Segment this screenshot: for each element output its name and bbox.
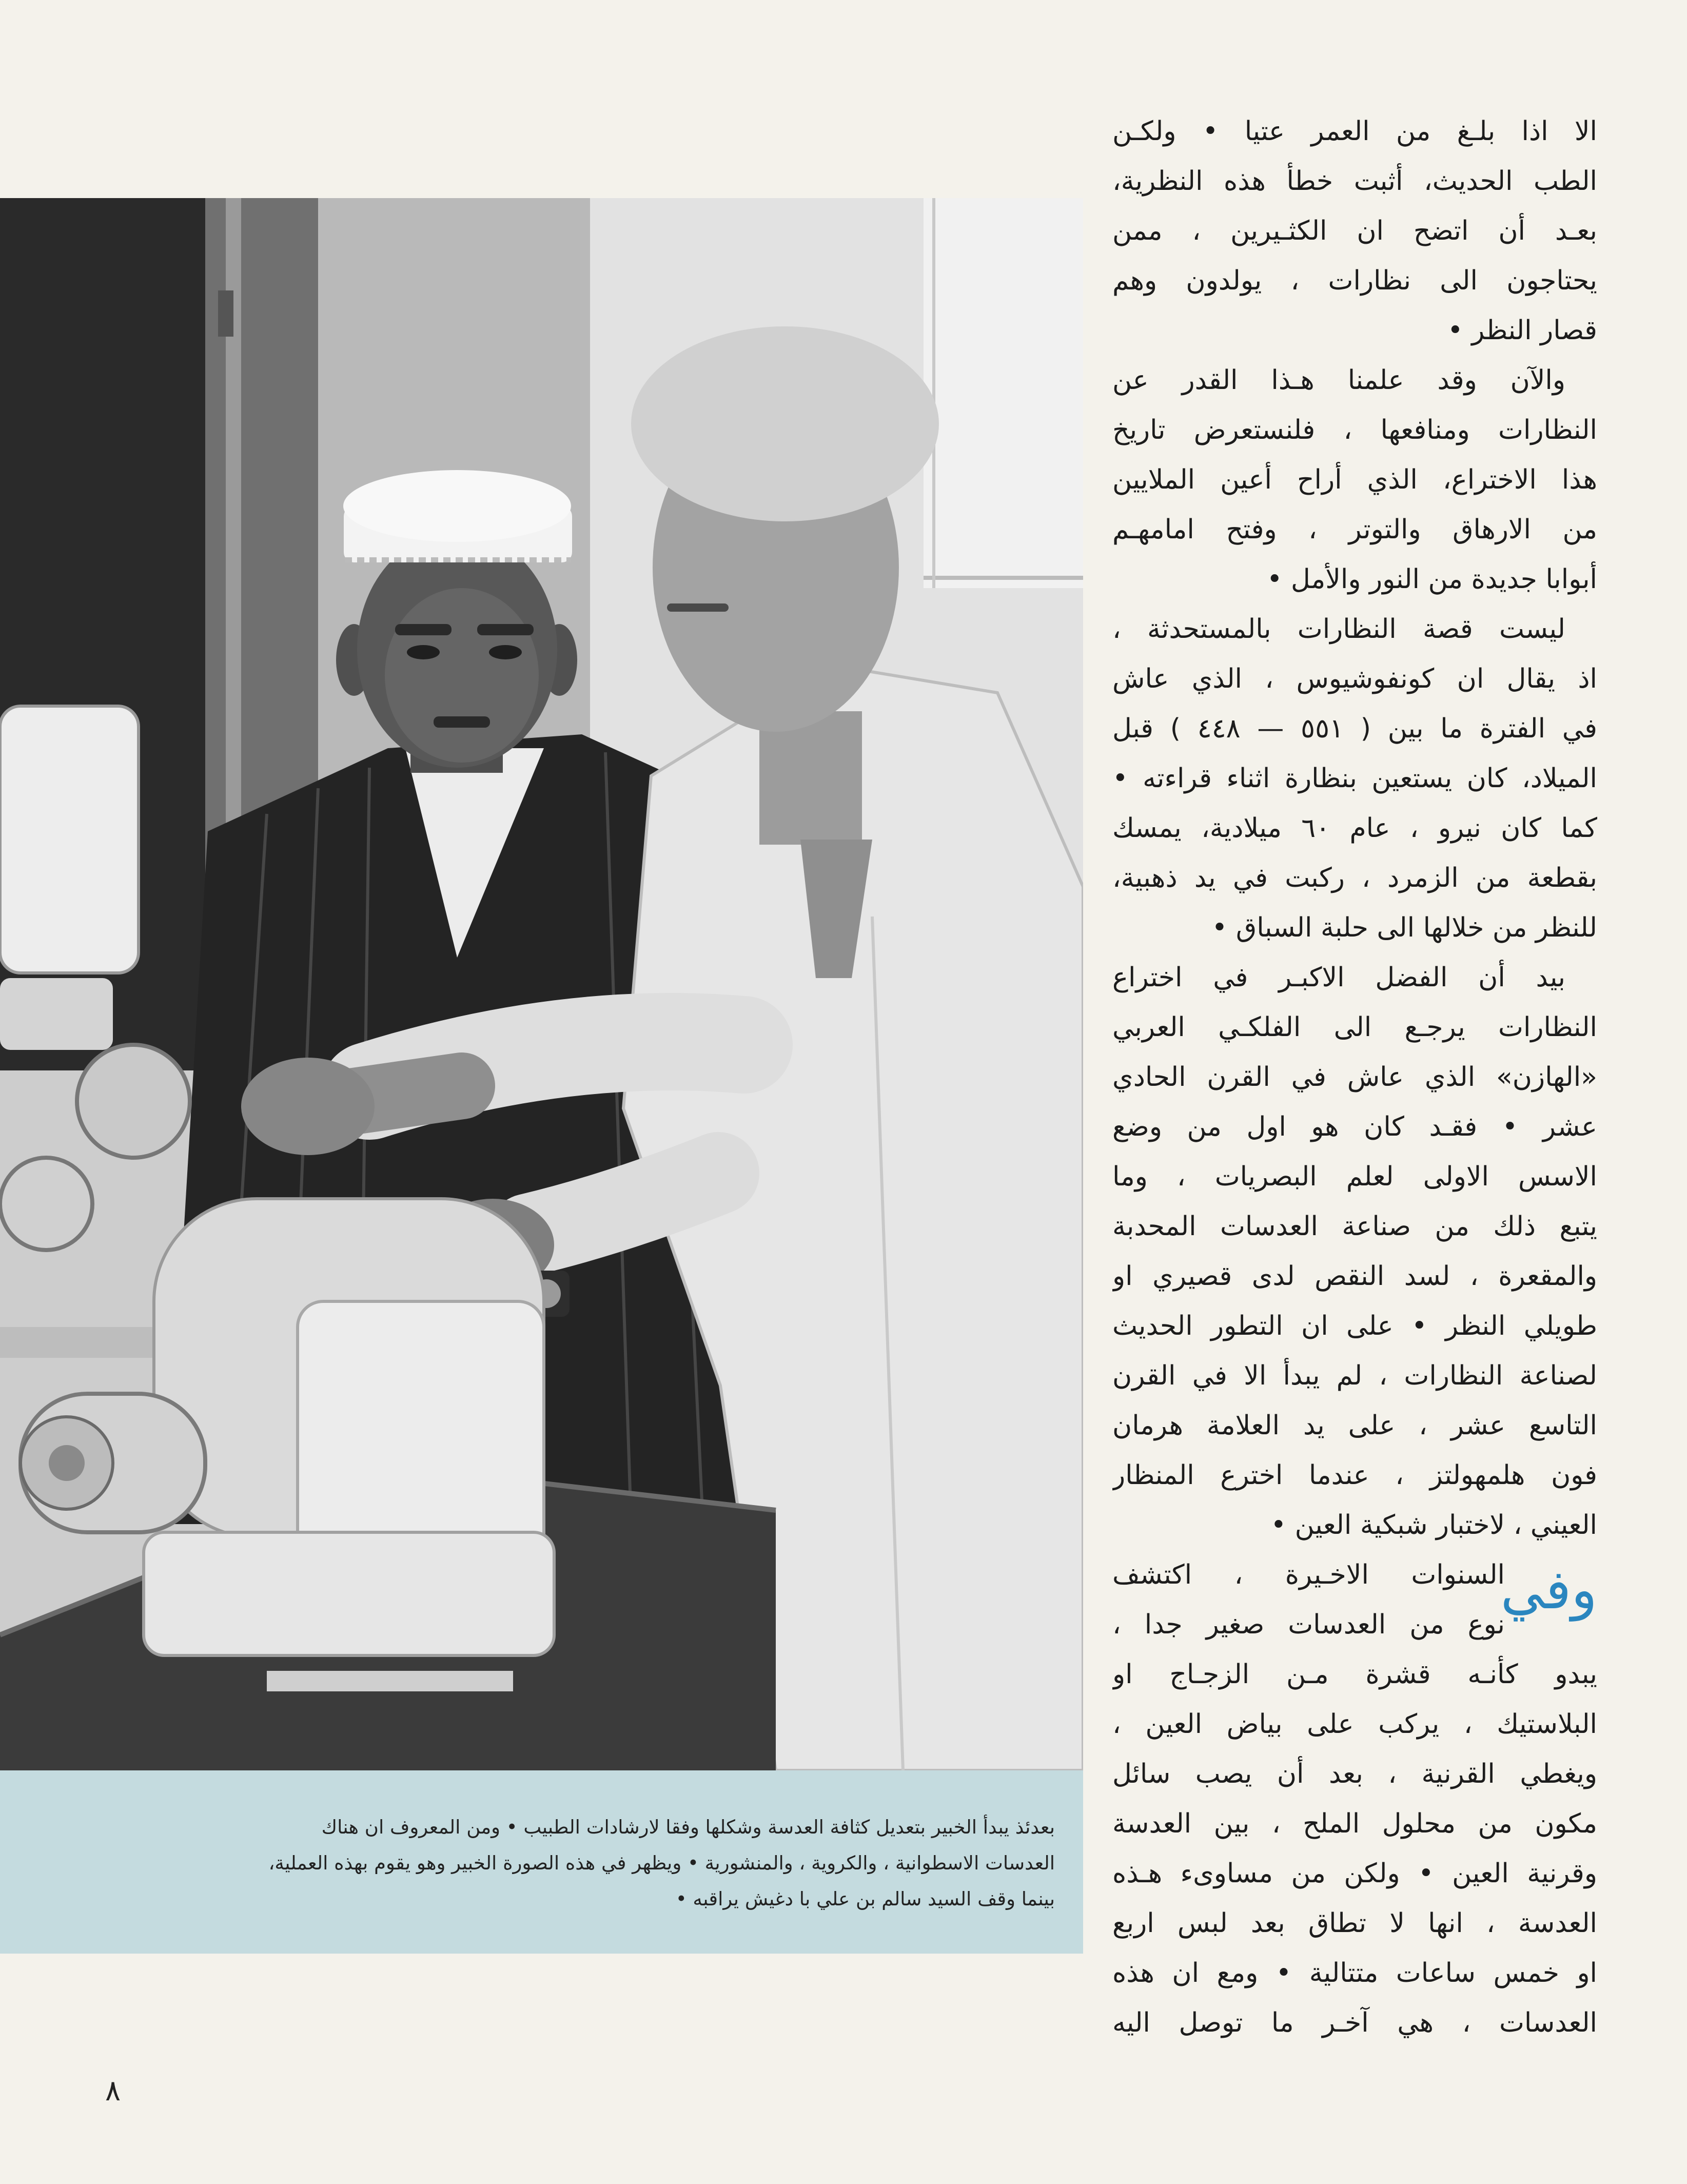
article-line: في الفترة ما بين ( ٥٥١ — ٤٤٨ ) قبل [1112, 713, 1597, 744]
article-line: نوع من العدسات صغير جدا ، [1112, 1609, 1505, 1640]
article-line: ليست قصة النظارات بالمستحدثة ، [1112, 614, 1565, 645]
article-line: للنظر من خلالها الى حلبة السباق • [1211, 912, 1597, 943]
article-line: ويغطي القرنية ، بعد أن يصب سائل [1112, 1759, 1597, 1789]
article-line: بقطعة من الزمرد ، ركبت في يد ذهبية، [1112, 863, 1597, 893]
article-line: التاسع عشر ، على يد العلامة هرمان [1112, 1410, 1597, 1441]
caption-line: بعدئذ يبدأ الخبير بتعديل كثافة العدسة وشكلها وفقا لارشادات الطبيب • ومن المعروف ان هناك [321, 1816, 1055, 1838]
article-line: العدسة ، انها لا تطاق بعد لبس اربع [1112, 1908, 1597, 1939]
caption-line: بينما وقف السيد سالم بن علي با دغيش يراقبه • [675, 1888, 1055, 1910]
article-line: طويلي النظر • على ان التطور الحديث [1112, 1311, 1597, 1341]
article-line: البلاستيك ، يركب على بياض العين ، [1112, 1709, 1597, 1740]
article-line: العدسات ، هي آخـر ما توصل اليه [1112, 2007, 1597, 2038]
article-line: اذ يقال ان كونفوشيوس ، الذي عاش [1112, 664, 1597, 694]
article-line: السنوات الاخـيرة ، اكتشف [1112, 1559, 1505, 1590]
article-line: لصناعة النظارات ، لم يبدأ الا في القرن [1112, 1360, 1597, 1391]
article-line: هذا الاختراع، الذي أراح أعين الملايين [1112, 464, 1597, 495]
article-line: يبدو كأنـه قشرة مـن الزجـاج او [1112, 1659, 1597, 1690]
article-line: كما كان نيرو ، عام ٦٠ ميلادية، يمسك [1112, 813, 1597, 844]
article-line: «الهازن» الذي عاش في القرن الحادي [1112, 1062, 1597, 1093]
article-line: أبوابا جديدة من النور والأمل • [1266, 564, 1597, 595]
article-line: او خمس ساعات متتالية • ومع ان هذه [1112, 1958, 1597, 1988]
photo-caption [0, 1770, 1083, 1954]
page-number: ٨ [105, 2074, 121, 2108]
article-line: بعـد أن اتضح ان الكثـيرين ، ممن [1112, 216, 1597, 246]
photo [0, 198, 1083, 1770]
drop-word: وفي [1500, 1558, 1597, 1621]
article-line: النظارات يرجـع الى الفلكـي العربي [1112, 1012, 1597, 1043]
article-line: الطب الحديث، أثبت خطأ هذه النظرية، [1112, 166, 1597, 197]
article-line: من الارهاق والتوتر ، وفتح امامهـم [1112, 514, 1597, 545]
article-line: مكون من محلول الملح ، بين العدسة [1112, 1808, 1597, 1839]
article-line: العيني ، لاختبار شبكية العين • [1270, 1510, 1597, 1541]
article-line: الاسس الاولى لعلم البصريات ، وما [1112, 1161, 1597, 1192]
article-line: قصار النظر • [1447, 315, 1597, 346]
article-line: والآن وقد علمنا هـذا القدر عن [1112, 365, 1565, 396]
article-column [1112, 107, 1597, 2048]
article-line: والمقعرة ، لسد النقص لدى قصيري او [1112, 1261, 1597, 1292]
article-line: يحتاجون الى نظارات ، يولدون وهم [1112, 265, 1597, 296]
article-line: الميلاد، كان يستعين بنظارة اثناء قراءته • [1112, 763, 1597, 794]
article-line: بيد أن الفضل الاكبـر في اختراع [1112, 962, 1565, 993]
caption-line: العدسات الاسطوانية ، والكروية ، والمنشورية • ويظهر في هذه الصورة الخبير وهو يقوم بهذه العملية، [268, 1852, 1055, 1874]
article-line: فون هلمهولتز ، عندما اخترع المنظار [1112, 1460, 1597, 1491]
article-line: عشر • فقـد كان هو اول من وضع [1112, 1112, 1597, 1142]
photo-illustration [0, 198, 1083, 1770]
article-line: الا اذا بلـغ من العمر عتيا • ولكـن [1112, 116, 1597, 147]
article-line: يتبع ذلك من صناعة العدسات المحدبة [1112, 1211, 1597, 1242]
article-line: النظارات ومنافعها ، فلنستعرض تاريخ [1112, 415, 1597, 445]
article-line: وقرنية العين • ولكن من مساوىء هـذه [1112, 1858, 1597, 1889]
